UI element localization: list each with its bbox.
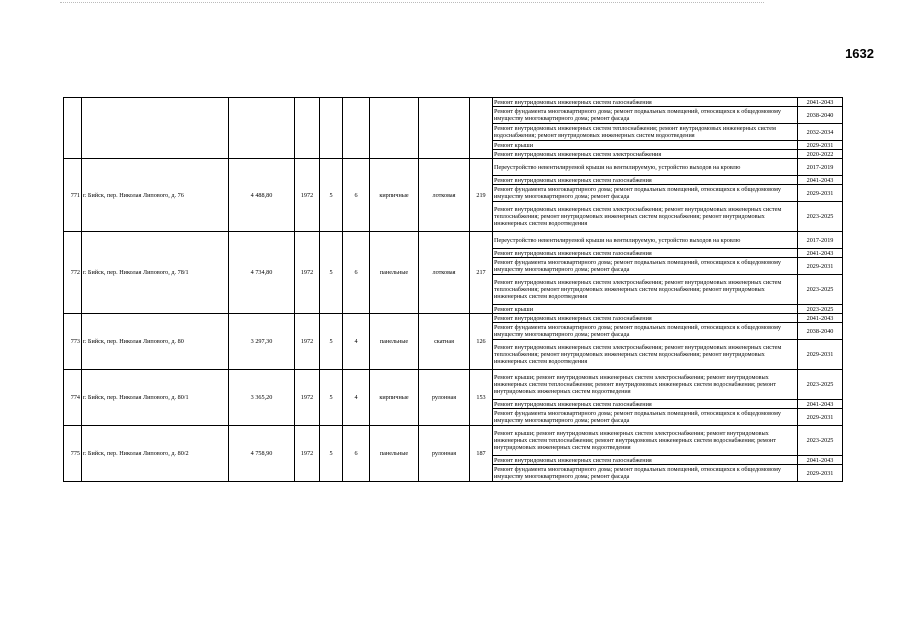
work-description: Ремонт внутридомовых инженерных систем газоснабжения xyxy=(493,314,798,323)
wall-material: панельные xyxy=(370,314,419,370)
work-period: 2023-2025 xyxy=(798,370,843,400)
work-description: Ремонт внутридомовых инженерных систем газоснабжения xyxy=(493,176,798,185)
empty-row-number xyxy=(64,98,82,159)
work-description: Ремонт внутридомовых инженерных систем теплоснабжения; ремонт внутридомовых инженерных систем водоснабжения; ремонт внутридомовых инженерных систем водоотведения xyxy=(493,124,798,141)
empty-building-address xyxy=(82,98,229,159)
work-period: 2038-2040 xyxy=(798,323,843,340)
work-description: Ремонт внутридомовых инженерных систем электроснабжения; ремонт внутридомовых инженерных систем теплоснабжения; ремонт внутридомовых инженерных систем водоснабжения; ремонт внутридомовых инженерных систем водоотведения xyxy=(493,340,798,370)
work-description: Ремонт внутридомовых инженерных систем электроснабжения xyxy=(493,150,798,159)
building-area: 4 734,80 xyxy=(229,232,295,314)
work-description: Ремонт крыши; ремонт внутридомовых инженерных систем электроснабжения; ремонт внутридомовых инженерных систем теплоснабжения; ремонт внутридомовых инженерных систем водоснабжения; ремонт внутридомовых инженерных систем водоотведения xyxy=(493,426,798,456)
work-period: 2041-2043 xyxy=(798,456,843,465)
work-description: Ремонт фундамента многоквартирного дома; ремонт подвальных помещений, относящихся к общедомовому имуществу многоквартирного дома; ремонт фасада xyxy=(493,465,798,482)
work-description: Ремонт крыши xyxy=(493,305,798,314)
wall-material: кирпичные xyxy=(370,370,419,426)
floor-count: 5 xyxy=(320,159,343,232)
build-year: 1972 xyxy=(295,159,320,232)
work-period: 2029-2031 xyxy=(798,465,843,482)
work-period: 2017-2019 xyxy=(798,159,843,176)
floor-count: 5 xyxy=(320,232,343,314)
resident-count: 187 xyxy=(470,426,493,482)
work-description: Ремонт фундамента многоквартирного дома; ремонт подвальных помещений, относящихся к общедомовому имуществу многоквартирного дома; ремонт фасада xyxy=(493,107,798,124)
work-description: Ремонт внутридомовых инженерных систем электроснабжения; ремонт внутридомовых инженерных систем теплоснабжения; ремонт внутридомовых инженерных систем водоснабжения; ремонт внутридомовых инженерных систем водоотведения xyxy=(493,202,798,232)
floor-count: 5 xyxy=(320,314,343,370)
entrance-count: 4 xyxy=(343,314,370,370)
build-year: 1972 xyxy=(295,426,320,482)
work-period: 2029-2031 xyxy=(798,258,843,275)
row-number: 775 xyxy=(64,426,82,482)
table-row xyxy=(64,314,843,323)
table-row xyxy=(64,98,843,107)
row-number: 771 xyxy=(64,159,82,232)
work-period: 2041-2043 xyxy=(798,400,843,409)
floor-count: 5 xyxy=(320,370,343,426)
work-period: 2029-2031 xyxy=(798,185,843,202)
table-row xyxy=(64,232,843,249)
entrance-count: 6 xyxy=(343,232,370,314)
work-description: Ремонт крыши; ремонт внутридомовых инженерных систем электроснабжения; ремонт внутридомовых инженерных систем теплоснабжения; ремонт внутридомовых инженерных систем водоснабжения; ремонт внутридомовых инженерных систем водоотведения xyxy=(493,370,798,400)
work-description: Ремонт внутридомовых инженерных систем газоснабжения xyxy=(493,456,798,465)
empty-roof-type xyxy=(419,98,470,159)
building-address: г. Бийск, пер. Николая Липового, д. 80/1 xyxy=(82,370,229,426)
entrance-count: 4 xyxy=(343,370,370,426)
table-row xyxy=(64,426,843,456)
build-year: 1972 xyxy=(295,370,320,426)
floor-count: 5 xyxy=(320,426,343,482)
building-address: г. Бийск, пер. Николая Липового, д. 80 xyxy=(82,314,229,370)
empty-floor-count xyxy=(320,98,343,159)
row-number: 772 xyxy=(64,232,82,314)
work-description: Ремонт внутридомовых инженерных систем газоснабжения xyxy=(493,400,798,409)
work-description: Ремонт внутридомовых инженерных систем электроснабжения; ремонт внутридомовых инженерных систем теплоснабжения; ремонт внутридомовых инженерных систем водоснабжения; ремонт внутридомовых инженерных систем водоотведения xyxy=(493,275,798,305)
building-address: г. Бийск, пер. Николая Липового, д. 78/1 xyxy=(82,232,229,314)
building-address: г. Бийск, пер. Николая Липового, д. 76 xyxy=(82,159,229,232)
build-year: 1972 xyxy=(295,314,320,370)
wall-material: панельные xyxy=(370,232,419,314)
building-area: 4 488,80 xyxy=(229,159,295,232)
work-period: 2023-2025 xyxy=(798,426,843,456)
building-area: 3 297,30 xyxy=(229,314,295,370)
building-area: 4 758,90 xyxy=(229,426,295,482)
work-period: 2041-2043 xyxy=(798,314,843,323)
roof-type: скатная xyxy=(419,314,470,370)
work-description: Переустройство невентилируемой крыши на вентилируемую, устройство выходов на кровлю xyxy=(493,159,798,176)
roof-type: лотковая xyxy=(419,159,470,232)
work-description: Ремонт фундамента многоквартирного дома; ремонт подвальных помещений, относящихся к общедомовому имуществу многоквартирного дома; ремонт фасада xyxy=(493,323,798,340)
work-description: Ремонт крыши xyxy=(493,141,798,150)
empty-building-area xyxy=(229,98,295,159)
empty-resident-count xyxy=(470,98,493,159)
work-period: 2029-2031 xyxy=(798,141,843,150)
work-description: Ремонт внутридомовых инженерных систем газоснабжения xyxy=(493,98,798,107)
work-description: Ремонт внутридомовых инженерных систем газоснабжения xyxy=(493,249,798,258)
work-period: 2032-2034 xyxy=(798,124,843,141)
work-period: 2041-2043 xyxy=(798,249,843,258)
wall-material: панельные xyxy=(370,426,419,482)
resident-count: 217 xyxy=(470,232,493,314)
work-description: Ремонт фундамента многоквартирного дома; ремонт подвальных помещений, относящихся к общедомовому имуществу многоквартирного дома; ремонт фасада xyxy=(493,185,798,202)
build-year: 1972 xyxy=(295,232,320,314)
row-number: 774 xyxy=(64,370,82,426)
resident-count: 126 xyxy=(470,314,493,370)
empty-wall-material xyxy=(370,98,419,159)
resident-count: 219 xyxy=(470,159,493,232)
work-description: Ремонт фундамента многоквартирного дома; ремонт подвальных помещений, относящихся к общедомовому имуществу многоквартирного дома; ремонт фасада xyxy=(493,409,798,426)
work-period: 2023-2025 xyxy=(798,275,843,305)
work-period: 2017-2019 xyxy=(798,232,843,249)
table-row xyxy=(64,370,843,400)
work-period: 2041-2043 xyxy=(798,98,843,107)
work-description: Переустройство невентилируемой крыши на вентилируемую, устройство выходов на кровлю xyxy=(493,232,798,249)
scan-artifact-line xyxy=(60,2,764,4)
table-body xyxy=(64,98,843,482)
work-period: 2023-2025 xyxy=(798,202,843,232)
entrance-count: 6 xyxy=(343,426,370,482)
work-period: 2038-2040 xyxy=(798,107,843,124)
building-address: г. Бийск, пер. Николая Липового, д. 80/2 xyxy=(82,426,229,482)
row-number: 773 xyxy=(64,314,82,370)
work-period: 2041-2043 xyxy=(798,176,843,185)
roof-type: лотковая xyxy=(419,232,470,314)
page-number: 1632 xyxy=(845,46,874,61)
roof-type: рулонная xyxy=(419,426,470,482)
roof-type: рулонная xyxy=(419,370,470,426)
building-area: 3 365,20 xyxy=(229,370,295,426)
work-period: 2029-2031 xyxy=(798,340,843,370)
repair-program-table xyxy=(63,97,843,482)
empty-build-year xyxy=(295,98,320,159)
entrance-count: 6 xyxy=(343,159,370,232)
table-row xyxy=(64,159,843,176)
empty-entrance-count xyxy=(343,98,370,159)
wall-material: кирпичные xyxy=(370,159,419,232)
resident-count: 153 xyxy=(470,370,493,426)
work-period: 2020-2022 xyxy=(798,150,843,159)
work-period: 2029-2031 xyxy=(798,409,843,426)
work-description: Ремонт фундамента многоквартирного дома; ремонт подвальных помещений, относящихся к общедомовому имуществу многоквартирного дома; ремонт фасада xyxy=(493,258,798,275)
work-period: 2023-2025 xyxy=(798,305,843,314)
